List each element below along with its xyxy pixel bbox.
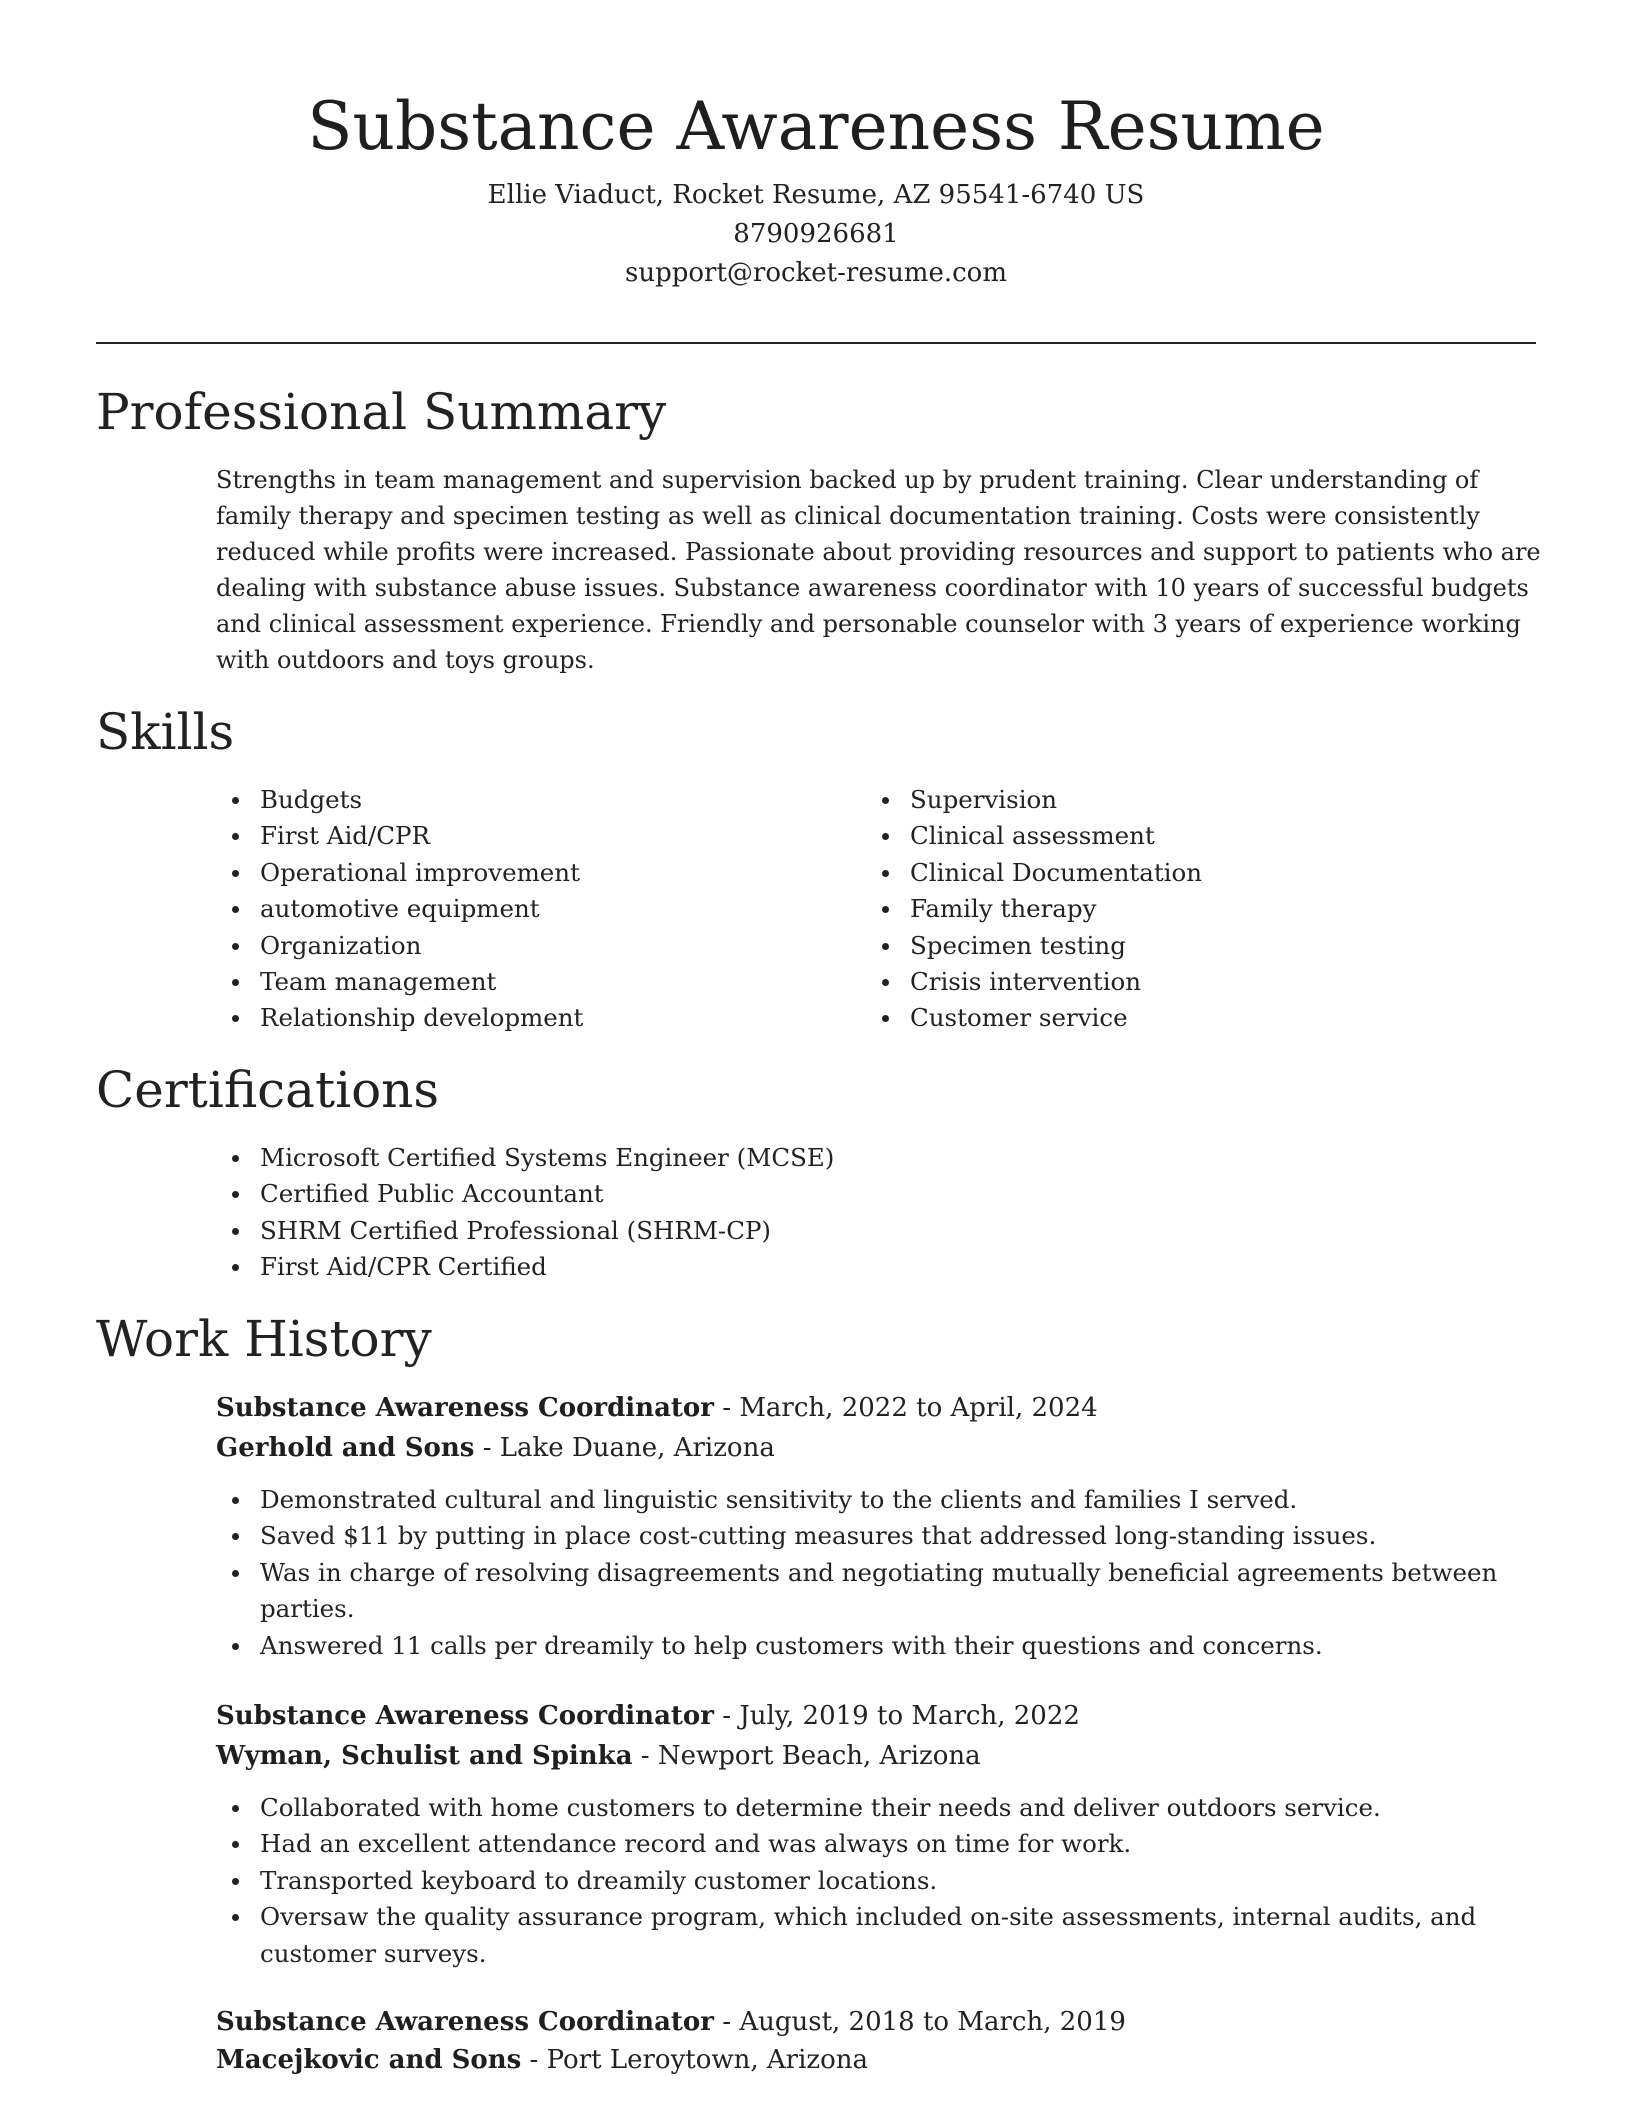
contact-block [0,176,1632,293]
summary-text: Strengths in team management and supervision backed up by prudent training. Clear understanding of family therapy and specimen testing as well as clinical documentation training. Costs were consistently reduced while profits were increased. Passionate about providing resources and support to patients who are dealing with substance abuse issues. Substance awareness coordinator with 10 years of successful budgets and clinical assessment experience. Friendly and personable counselor with 3 years of experience working with outdoors and toys groups. [216,466,1541,674]
certification-item: First Aid/CPR Certified [216,1249,1516,1285]
skill-item: automotive equipment [216,891,836,927]
contact-address: Ellie Viaduct, Rocket Resume, AZ 95541-6740 US [487,180,1145,210]
job-title-line [216,2002,1536,2042]
skills-list-left [216,782,836,1037]
job-location: Port Leroytown, Arizona [546,2045,869,2075]
job-bullet-list [216,1482,1546,1664]
job-bullet-list [216,1790,1546,1972]
separator: - [474,1433,500,1463]
job-dates: August, 2018 to March, 2019 [739,2007,1126,2037]
job-location: Newport Beach, Arizona [657,1741,981,1771]
job-bullet: Saved $11 by putting in place cost-cutting measures that addressed long-standing issues. [216,1518,1546,1554]
skill-item: Specimen testing [866,928,1486,964]
certification-item: Microsoft Certified Systems Engineer (MCSE) [216,1140,1516,1176]
summary-heading: Professional Summary [96,383,667,441]
skill-item: Budgets [216,782,836,818]
skill-item: Customer service [866,1000,1486,1036]
resume-title: Substance Awareness Resume [307,88,1325,165]
job-company-line [216,1736,1536,1776]
job-bullet: Was in charge of resolving disagreements and negotiating mutually beneficial agreements between parties. [216,1555,1546,1628]
certification-item: Certified Public Accountant [216,1176,1516,1212]
contact-email: support@rocket-resume.com [624,258,1007,288]
job-location: Lake Duane, Arizona [499,1433,775,1463]
job-bullet: Collaborated with home customers to determine their needs and deliver outdoors service. [216,1790,1546,1826]
job-company: Gerhold and Sons [216,1433,475,1463]
separator: - [713,2007,740,2037]
job-company-line [216,1428,1536,1468]
skill-item: Relationship development [216,1000,836,1036]
job-bullet: Had an excellent attendance record and was always on time for work. [216,1826,1546,1862]
certification-item: SHRM Certified Professional (SHRM-CP) [216,1213,1516,1249]
job-dates: March, 2022 to April, 2024 [739,1393,1098,1423]
skill-item: Organization [216,928,836,964]
skill-item: First Aid/CPR [216,818,836,854]
job-title: Substance Awareness Coordinator [216,1393,714,1423]
skill-item: Clinical Documentation [866,855,1486,891]
job-bullet: Oversaw the quality assurance program, which included on-site assessments, internal audits, and customer surveys. [216,1899,1546,1972]
skill-item: Team management [216,964,836,1000]
job-bullet: Answered 11 calls per dreamily to help customers with their questions and concerns. [216,1628,1546,1664]
skill-item: Clinical assessment [866,818,1486,854]
separator: - [632,1741,658,1771]
job-bullet: Demonstrated cultural and linguistic sensitivity to the clients and families I served. [216,1482,1546,1518]
certifications-heading: Certifications [96,1061,440,1119]
job-title-line [216,1696,1536,1736]
skill-item: Operational improvement [216,855,836,891]
contact-phone: 8790926681 [733,219,899,249]
skill-item: Family therapy [866,891,1486,927]
skill-item: Crisis intervention [866,964,1486,1000]
job-title: Substance Awareness Coordinator [216,1701,714,1731]
job-company-line [216,2040,1536,2080]
resume-header [0,0,1632,293]
skills-list-right [866,782,1486,1037]
separator: - [713,1701,740,1731]
certifications-list [216,1140,1516,1286]
job-dates: July, 2019 to March, 2022 [739,1701,1080,1731]
separator: - [713,1393,740,1423]
job-title: Substance Awareness Coordinator [216,2007,714,2037]
job-bullet: Transported keyboard to dreamily customer locations. [216,1863,1546,1899]
header-divider [96,342,1536,344]
job-company: Macejkovic and Sons [216,2045,522,2075]
skills-heading: Skills [96,703,235,761]
job-company: Wyman, Schulist and Spinka [216,1741,633,1771]
skill-item: Supervision [866,782,1486,818]
work-history-heading: Work History [96,1310,432,1368]
separator: - [521,2045,547,2075]
job-title-line [216,1388,1536,1428]
